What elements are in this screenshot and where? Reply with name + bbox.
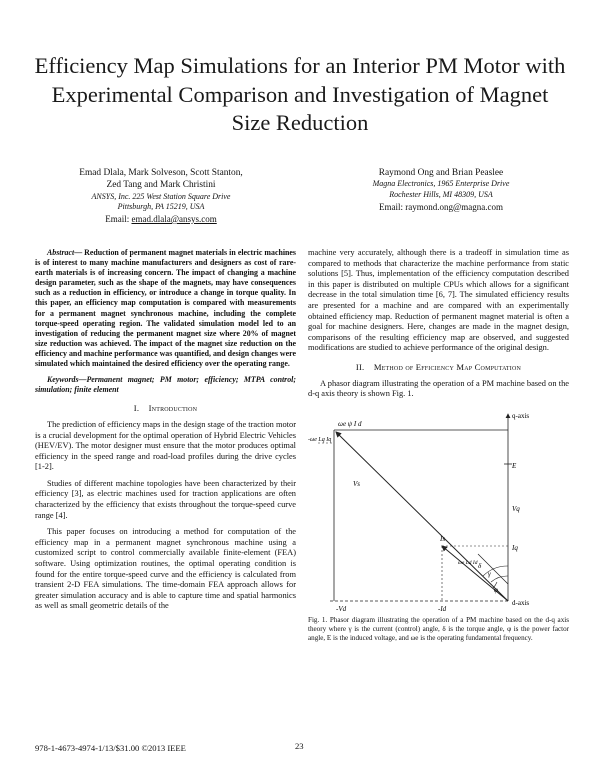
- affiliation-right-line1: Magna Electronics, 1965 Enterprise Drive: [372, 179, 510, 189]
- omega-psi-label: ωe ψ I d: [338, 419, 362, 428]
- delta-arc: [483, 566, 508, 576]
- figure-caption: Fig. 1. Phasor diagram illustrating the operation of a PM machine based on the d-q axis theory where γ is the current (control) angle, δ is the torque angle, φ is the power factor angle, E is the induced voltage, and ωe is the operating fundamental frequency.: [308, 615, 569, 643]
- delta-label: δ: [478, 561, 482, 570]
- email-link[interactable]: emad.dlala@ansys.com: [131, 214, 217, 224]
- footer-copyright: 978-1-4673-4974-1/13/$31.00 ©2013 IEEE: [35, 743, 186, 753]
- vq-label: Vq: [512, 504, 520, 513]
- section-number: I.: [133, 403, 140, 414]
- intro-paragraph-3: This paper focuses on introducing a method for computation of the efficiency map in a permanent magnet synchronous machine using a customized script to control commercially available finite-element (FEA) software. Using optimization routines, the optimal operating condition is found for the entire torque-speed curve and the efficiency is calculated from transient 2-D FEA simulations. The time-domain FEA approach allows for greater simulation accuracy and is able to capture time and spatial harmonics as well as small geometric details of the: [35, 527, 296, 611]
- email-label: Email:: [105, 214, 132, 224]
- e-label: E: [512, 461, 517, 470]
- phasor-diagram-figure: [308, 406, 569, 616]
- author-email-right: Email: raymond.ong@magna.com: [378, 201, 503, 212]
- affiliation-line1: ANSYS, Inc. 225 West Station Square Drive: [91, 191, 231, 201]
- page-number: 23: [295, 741, 304, 751]
- gamma-label: γ: [488, 569, 491, 578]
- vs-vector: [336, 432, 508, 601]
- omega-ld-label: ωe Ld Id: [458, 559, 478, 566]
- id-label: -Id: [438, 604, 447, 613]
- section-title: Method of Efficiency Map Computation: [373, 361, 522, 372]
- q-axis-label: q-axis: [512, 411, 530, 420]
- d-axis-label: d-axis: [512, 598, 530, 607]
- omega-lq-label: -ωe Lq Iq: [308, 436, 332, 443]
- author-names-line1: Emad Dlala, Mark Solveson, Scott Stanton,: [79, 168, 243, 178]
- continued-paragraph: machine very accurately, although there is a tradeoff in simulation time as compared to methods that characterize the machine performance from static solutions [5]. Thus, implementation of the efficiency computation described in this paper is distributed on multiple CPUs which allows for a significant decrease in the total simulation time [6, 7]. The simulated efficiency results are presented for a machine and are compared with an experimentally obtained efficiency map. Reduction of permanent magnet material is often a goal for machine designers. Here, changes are made in the magnet design, comparisons of the resulting efficiency map are observed, and suggested modifications are studied to achieve performance of the original design.: [308, 248, 569, 353]
- iq-label: Iq: [512, 543, 518, 552]
- intro-paragraph-1: The prediction of efficiency maps in the design stage of the traction motor is a crucial development for the optimal operation of Hybrid Electric Vehicles (HEV/EV). The motor designer must ensure that the motor produces optimal efficiency in the speed range and road-load profiles during the drive cycles [1-2].: [35, 419, 296, 472]
- phasor-diagram: [308, 406, 569, 616]
- vd-label: -Vd: [336, 604, 347, 613]
- affiliation-right-line2: Rochester Hills, MI 48309, USA: [389, 190, 493, 199]
- method-paragraph: A phasor diagram illustrating the operation of a PM machine based on the d-q axis theory is shown Fig. 1.: [308, 378, 569, 399]
- abstract: [35, 248, 296, 369]
- paper-title: Efficiency Map Simulations for an Interior PM Motor with Experimental Comparison and Investigation of Magnet Size Reduction: [34, 53, 566, 135]
- section-title: Introduction: [148, 403, 198, 414]
- vs-label: Vs: [353, 479, 360, 488]
- abstract-text: — Reduction of permanent magnet materials in electric machines is of interest to many machine manufacturers and designers as cost of rare-earth materials is of increasing concern. The impact of changing a machine design parameter, such as the shape of the magnets, may have consequences such as a reduction in efficiency, or introduce a change in torque quality. In this paper, an efficiency map computation is compared with measurements for a permanent magnet synchronous machine, including the complete torque-speed operating region. The validated simulation model led to an investigation of reducing the permanent magnet size where 20% of magnet size reduction was achieved. The impact of the magnet size reduction on the efficiency and machine performance was quantified, and design changes were simulated which maintained the desired efficiency over the operating range.: [35, 248, 296, 369]
- affiliation-line2: Pittsburgh, PA 15219, USA: [117, 202, 205, 212]
- author-email-line: [32, 213, 290, 225]
- right-column: [308, 248, 569, 649]
- section-heading-method: [308, 362, 569, 373]
- intro-paragraph-2: Studies of different machine topologies have been characterized by their efficiency [3], as electric machines used for traction applications are often characterized by the efficiency that exists throughout the torque-speed curve range [4].: [35, 478, 296, 520]
- section-number: II.: [355, 361, 365, 372]
- is-vector: [442, 546, 508, 601]
- author-names-right: Raymond Ong and Brian Peaslee: [378, 168, 504, 178]
- author-names-line2: Zed Tang and Mark Christini: [106, 180, 216, 191]
- abstract-label: Abstract: [47, 248, 75, 257]
- is-label: Is: [440, 534, 446, 543]
- phi-label: φ: [494, 585, 498, 594]
- author-block-right: [312, 167, 570, 213]
- keywords: Keywords—Permanent magnet; PM motor; efficiency; MTPA control; simulation; finite element: [35, 375, 296, 395]
- section-heading-introduction: [35, 403, 296, 414]
- author-block-left: [32, 167, 290, 225]
- left-column: [35, 248, 296, 618]
